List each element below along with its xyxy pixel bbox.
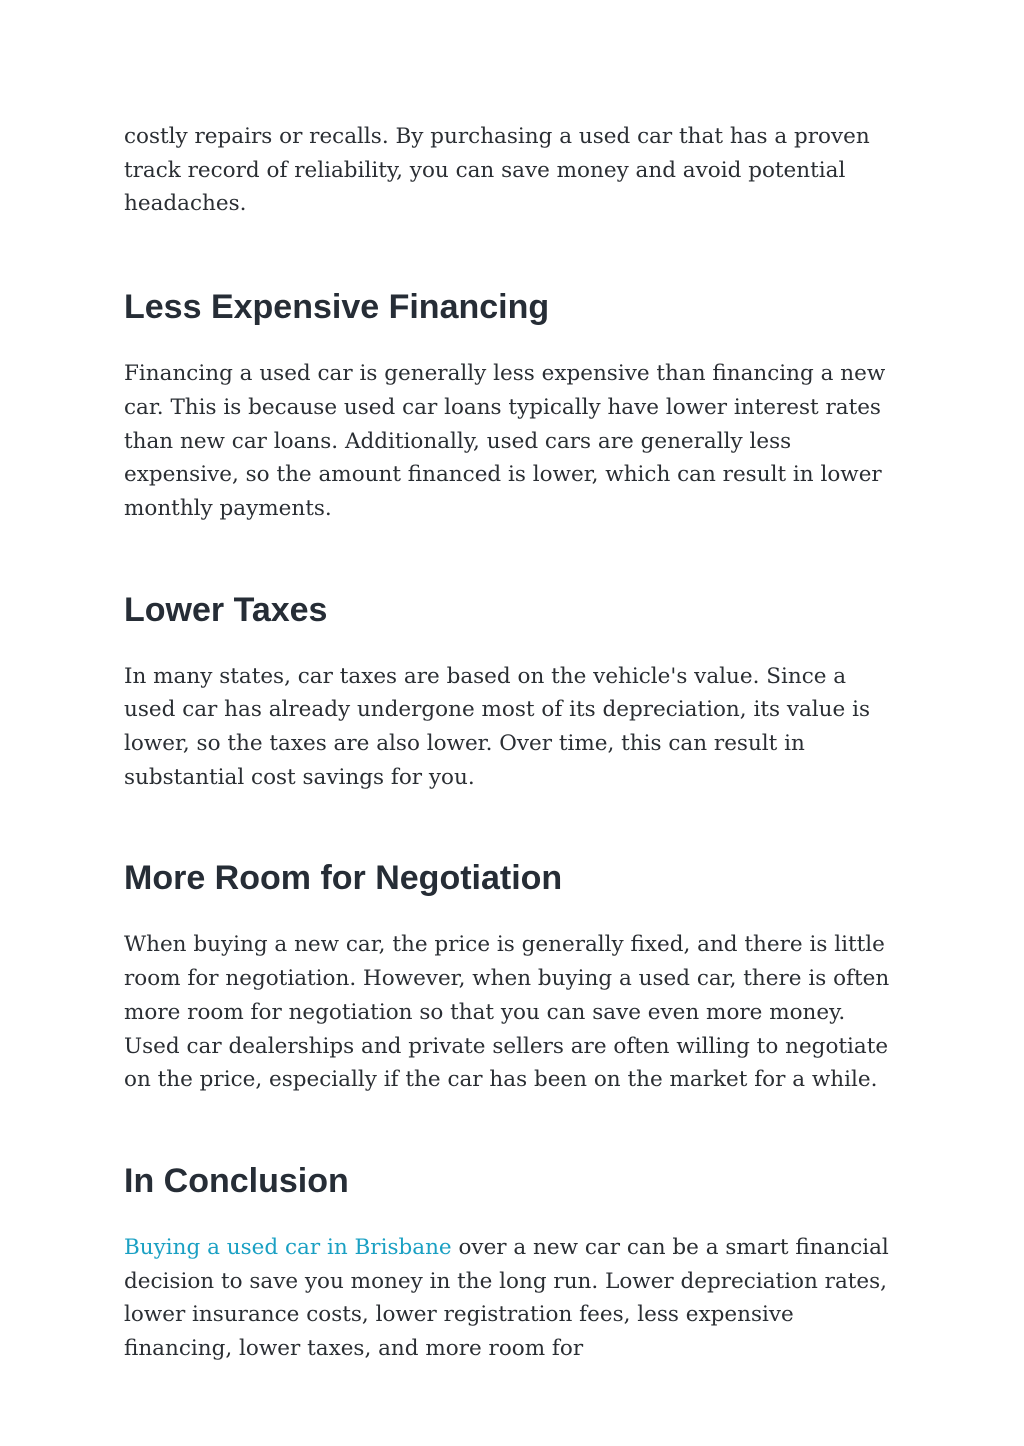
intro-paragraph: costly repairs or recalls. By purchasing a used car that has a proven track record of reliability, you can save money and avoid potential headaches. — [124, 124, 870, 217]
section-heading-financing: Less Expensive Financing — [124, 288, 550, 327]
section-conclusion — [124, 1161, 904, 1366]
section-financing — [124, 287, 904, 526]
document-page — [124, 120, 904, 1366]
section-heading-taxes: Lower Taxes — [124, 590, 328, 629]
brisbane-used-car-link[interactable]: Buying a used car in Brisbane — [124, 1234, 452, 1260]
conclusion-text: over a new car can be a smart financial decision to save you money in the long run. Lower depreciation rates, lower insurance costs, lower registration fees, less expensive financing, lower taxes, and more room for — [124, 1234, 889, 1362]
section-body-negotiation: When buying a new car, the price is generally fixed, and there is little room for negotiation. However, when buying a used car, there is often more room for negotiation so that you can save even more money. Used car dealerships and private sellers are often willing to negotiate on the price, especially if the car has been on the market for a while. — [124, 932, 890, 1093]
section-heading-conclusion: In Conclusion — [124, 1161, 349, 1200]
section-negotiation — [124, 858, 904, 1097]
section-body-financing: Financing a used car is generally less expensive than financing a new car. This is because used car loans typically have lower interest rates than new car loans. Additionally, used cars are generally less expensive, so the amount financed is lower, which can result in lower monthly payments. — [124, 361, 886, 521]
section-body-taxes: In many states, car taxes are based on the vehicle's value. Since a used car has already undergone most of its depreciation, its value is lower, so the taxes are also lower. Over time, this can result in substantial cost savings for you. — [124, 663, 870, 790]
section-taxes — [124, 590, 904, 795]
section-body-conclusion — [124, 1231, 904, 1366]
section-heading-negotiation: More Room for Negotiation — [124, 859, 563, 898]
